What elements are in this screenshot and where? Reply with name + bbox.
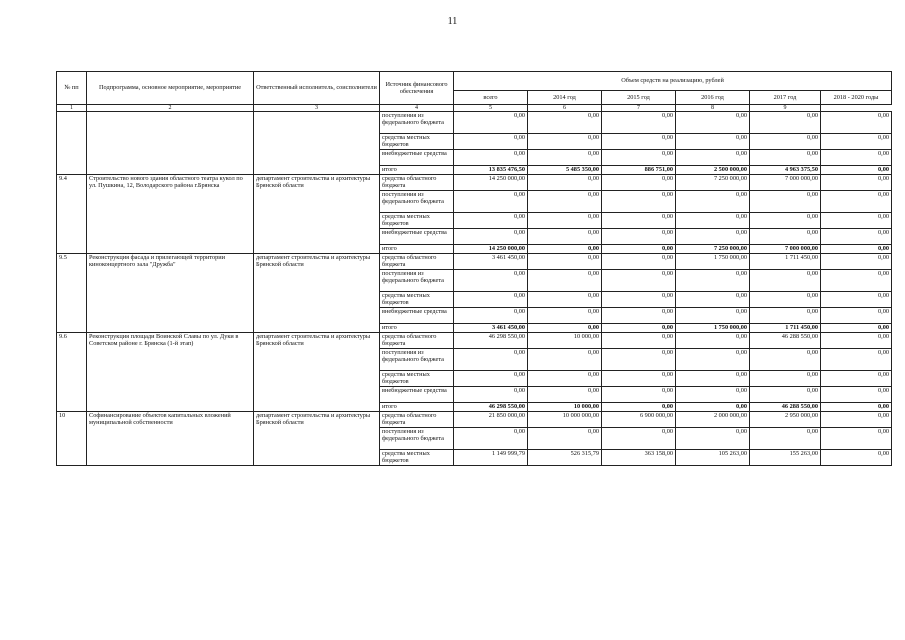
amount-2015: 0,00 [602, 254, 676, 270]
amount-2018-2020: 0,00 [821, 292, 892, 308]
item-executor: департамент строительства и архитектуры Брянской области [254, 175, 380, 254]
amount-2014: 0,00 [528, 134, 602, 150]
amount-2015: 0,00 [602, 175, 676, 191]
amount-total: 3 461 450,00 [454, 254, 528, 270]
amount-2018-2020: 0,00 [821, 213, 892, 229]
amount-2017: 1 711 450,00 [750, 254, 821, 270]
page-number: 11 [447, 16, 458, 27]
amount-2015: 0,00 [602, 324, 676, 333]
amount-2015: 0,00 [602, 349, 676, 371]
amount-total: 0,00 [454, 371, 528, 387]
amount-total: 21 850 000,00 [454, 412, 528, 428]
amount-total: 14 250 000,00 [454, 245, 528, 254]
amount-2017: 0,00 [750, 213, 821, 229]
amount-2016: 1 750 000,00 [676, 324, 750, 333]
column-index-number: 7 [602, 105, 676, 112]
amount-total: 0,00 [454, 229, 528, 245]
amount-total: 46 298 550,00 [454, 403, 528, 412]
amount-2018-2020: 0,00 [821, 229, 892, 245]
amount-2014: 0,00 [528, 150, 602, 166]
header-2018-2020: 2018 - 2020 годы [821, 91, 892, 105]
amount-2018-2020: 0,00 [821, 166, 892, 175]
item-program: Софинансирование объектов капитальных вложений муниципальной собственности [87, 412, 254, 466]
amount-2018-2020: 0,00 [821, 175, 892, 191]
item-executor: департамент строительства и архитектуры Брянской области [254, 254, 380, 333]
amount-2016: 2 500 000,00 [676, 166, 750, 175]
amount-2017: 155 263,00 [750, 450, 821, 466]
column-index-number: 3 [254, 105, 380, 112]
amount-2016: 0,00 [676, 371, 750, 387]
funding-source: поступления из федерального бюджета [380, 428, 454, 450]
amount-2015: 886 751,00 [602, 166, 676, 175]
item-number [57, 112, 87, 175]
amount-2016: 105 263,00 [676, 450, 750, 466]
amount-2015: 0,00 [602, 428, 676, 450]
amount-2014: 10 000 000,00 [528, 412, 602, 428]
amount-2016: 0,00 [676, 333, 750, 349]
column-index-number: 4 [380, 105, 454, 112]
amount-total: 0,00 [454, 270, 528, 292]
item-number: 9.5 [57, 254, 87, 333]
amount-2018-2020: 0,00 [821, 245, 892, 254]
header-executor: Ответственный исполнитель, соисполнители [254, 72, 380, 105]
amount-2016: 0,00 [676, 292, 750, 308]
funding-source: поступления из федерального бюджета [380, 191, 454, 213]
amount-2016: 0,00 [676, 134, 750, 150]
funding-source: средства местных бюджетов [380, 134, 454, 150]
funding-source: средства местных бюджетов [380, 371, 454, 387]
amount-2018-2020: 0,00 [821, 191, 892, 213]
amount-2014: 0,00 [528, 112, 602, 134]
amount-2014: 526 315,79 [528, 450, 602, 466]
funding-source: средства местных бюджетов [380, 213, 454, 229]
amount-2014: 0,00 [528, 371, 602, 387]
funding-source: поступления из федерального бюджета [380, 349, 454, 371]
amount-2014: 0,00 [528, 428, 602, 450]
funding-source: средства областного бюджета [380, 175, 454, 191]
funding-source: внебюджетные средства [380, 308, 454, 324]
amount-2015: 0,00 [602, 191, 676, 213]
amount-2016: 2 000 000,00 [676, 412, 750, 428]
amount-total: 0,00 [454, 349, 528, 371]
amount-2017: 0,00 [750, 191, 821, 213]
item-executor [254, 112, 380, 175]
header-volume: Объем средств на реализацию, рублей [454, 72, 892, 91]
amount-2017: 0,00 [750, 387, 821, 403]
amount-2014: 0,00 [528, 308, 602, 324]
amount-2018-2020: 0,00 [821, 270, 892, 292]
funding-source: итого [380, 324, 454, 333]
item-number: 10 [57, 412, 87, 466]
amount-2018-2020: 0,00 [821, 403, 892, 412]
amount-2014: 0,00 [528, 213, 602, 229]
amount-total: 46 298 550,00 [454, 333, 528, 349]
amount-2016: 0,00 [676, 112, 750, 134]
amount-2016: 0,00 [676, 403, 750, 412]
amount-2015: 0,00 [602, 371, 676, 387]
amount-2014: 0,00 [528, 229, 602, 245]
amount-total: 0,00 [454, 134, 528, 150]
amount-2017: 0,00 [750, 112, 821, 134]
funding-source: итого [380, 245, 454, 254]
amount-2018-2020: 0,00 [821, 254, 892, 270]
amount-2017: 0,00 [750, 349, 821, 371]
amount-2014: 0,00 [528, 349, 602, 371]
column-index-number: 8 [676, 105, 750, 112]
amount-2014: 0,00 [528, 292, 602, 308]
amount-2015: 0,00 [602, 112, 676, 134]
amount-2015: 0,00 [602, 403, 676, 412]
funding-source: поступления из федерального бюджета [380, 112, 454, 134]
amount-2017: 0,00 [750, 371, 821, 387]
funding-source: внебюджетные средства [380, 150, 454, 166]
item-executor: департамент строительства и архитектуры Брянской области [254, 412, 380, 466]
amount-2016: 7 250 000,00 [676, 245, 750, 254]
amount-2014: 0,00 [528, 175, 602, 191]
amount-2018-2020: 0,00 [821, 308, 892, 324]
amount-2018-2020: 0,00 [821, 412, 892, 428]
amount-2015: 0,00 [602, 134, 676, 150]
funding-source: поступления из федерального бюджета [380, 270, 454, 292]
amount-2014: 10 000,00 [528, 403, 602, 412]
amount-2017: 0,00 [750, 292, 821, 308]
amount-2017: 7 000 000,00 [750, 245, 821, 254]
amount-2015: 0,00 [602, 292, 676, 308]
item-program: Реконструкция фасада и прилегающей территории киноконцертного зала "Дружба" [87, 254, 254, 333]
header-2017: 2017 год [750, 91, 821, 105]
amount-2017: 4 963 375,50 [750, 166, 821, 175]
amount-2015: 6 900 000,00 [602, 412, 676, 428]
amount-2018-2020: 0,00 [821, 134, 892, 150]
amount-2016: 0,00 [676, 349, 750, 371]
budget-table [56, 71, 892, 466]
amount-total: 1 149 999,79 [454, 450, 528, 466]
funding-source: средства областного бюджета [380, 254, 454, 270]
funding-source: итого [380, 403, 454, 412]
amount-total: 0,00 [454, 213, 528, 229]
amount-2015: 0,00 [602, 150, 676, 166]
table-row [57, 254, 892, 270]
item-program: Реконструкция площади Воинской Славы по ул. Дуки в Советском районе г. Брянска (1-й этап) [87, 333, 254, 412]
amount-2017: 0,00 [750, 229, 821, 245]
amount-total: 0,00 [454, 150, 528, 166]
amount-2017: 7 000 000,00 [750, 175, 821, 191]
table-row [57, 412, 892, 428]
amount-2017: 0,00 [750, 308, 821, 324]
amount-2015: 0,00 [602, 245, 676, 254]
amount-total: 0,00 [454, 387, 528, 403]
amount-2018-2020: 0,00 [821, 324, 892, 333]
amount-total: 0,00 [454, 428, 528, 450]
funding-source: средства областного бюджета [380, 412, 454, 428]
header-num: № пп [57, 72, 87, 105]
amount-total: 14 250 000,00 [454, 175, 528, 191]
amount-total: 0,00 [454, 112, 528, 134]
amount-2015: 0,00 [602, 308, 676, 324]
column-index-number: 6 [528, 105, 602, 112]
amount-2016: 1 750 000,00 [676, 254, 750, 270]
amount-total: 3 461 450,00 [454, 324, 528, 333]
amount-2016: 0,00 [676, 191, 750, 213]
amount-2015: 0,00 [602, 213, 676, 229]
funding-source: средства местных бюджетов [380, 292, 454, 308]
amount-2014: 10 000,00 [528, 333, 602, 349]
amount-2014: 0,00 [528, 387, 602, 403]
table-row [57, 333, 892, 349]
column-index-number: 9 [750, 105, 821, 112]
column-index-number: 1 [57, 105, 87, 112]
amount-2017: 46 288 550,00 [750, 403, 821, 412]
amount-2016: 0,00 [676, 213, 750, 229]
amount-2015: 0,00 [602, 270, 676, 292]
funding-source: внебюджетные средства [380, 229, 454, 245]
amount-2017: 0,00 [750, 134, 821, 150]
amount-2017: 0,00 [750, 270, 821, 292]
amount-2018-2020: 0,00 [821, 450, 892, 466]
funding-source: итого [380, 166, 454, 175]
amount-2014: 0,00 [528, 245, 602, 254]
amount-2014: 0,00 [528, 191, 602, 213]
amount-2015: 0,00 [602, 333, 676, 349]
amount-2016: 7 250 000,00 [676, 175, 750, 191]
amount-2015: 0,00 [602, 387, 676, 403]
funding-source: средства местных бюджетов [380, 450, 454, 466]
amount-2016: 0,00 [676, 229, 750, 245]
amount-total: 0,00 [454, 308, 528, 324]
amount-total: 13 835 476,50 [454, 166, 528, 175]
amount-2018-2020: 0,00 [821, 371, 892, 387]
amount-2016: 0,00 [676, 308, 750, 324]
header-2015: 2015 год [602, 91, 676, 105]
amount-2018-2020: 0,00 [821, 112, 892, 134]
amount-2017: 2 950 000,00 [750, 412, 821, 428]
funding-source: средства областного бюджета [380, 333, 454, 349]
amount-2016: 0,00 [676, 428, 750, 450]
amount-2018-2020: 0,00 [821, 333, 892, 349]
header-source: Источник финансового обеспечения [380, 72, 454, 105]
amount-2016: 0,00 [676, 270, 750, 292]
item-number: 9.4 [57, 175, 87, 254]
header-program: Подпрограмма, основное мероприятие, мероприятие [87, 72, 254, 105]
column-index-number: 5 [454, 105, 528, 112]
amount-2015: 363 158,00 [602, 450, 676, 466]
item-executor: департамент строительства и архитектуры Брянской области [254, 333, 380, 412]
amount-2015: 0,00 [602, 229, 676, 245]
amount-2016: 0,00 [676, 150, 750, 166]
amount-total: 0,00 [454, 292, 528, 308]
amount-2018-2020: 0,00 [821, 428, 892, 450]
amount-2014: 0,00 [528, 270, 602, 292]
amount-2018-2020: 0,00 [821, 349, 892, 371]
header-2014: 2014 год [528, 91, 602, 105]
amount-2014: 0,00 [528, 254, 602, 270]
header-total: всего [454, 91, 528, 105]
item-number: 9.6 [57, 333, 87, 412]
item-program [87, 112, 254, 175]
amount-2017: 1 711 450,00 [750, 324, 821, 333]
funding-source: внебюджетные средства [380, 387, 454, 403]
table-row [57, 112, 892, 134]
amount-2017: 0,00 [750, 428, 821, 450]
amount-2017: 0,00 [750, 150, 821, 166]
amount-2014: 0,00 [528, 324, 602, 333]
table-row [57, 175, 892, 191]
item-program: Строительство нового здания областного театра кукол по ул. Пушкина, 12, Володарского района г.Брянска [87, 175, 254, 254]
amount-2018-2020: 0,00 [821, 150, 892, 166]
amount-2018-2020: 0,00 [821, 387, 892, 403]
amount-2014: 5 485 350,00 [528, 166, 602, 175]
header-2016: 2016 год [676, 91, 750, 105]
amount-2017: 46 288 550,00 [750, 333, 821, 349]
column-index-number: 2 [87, 105, 254, 112]
amount-2016: 0,00 [676, 387, 750, 403]
amount-total: 0,00 [454, 191, 528, 213]
